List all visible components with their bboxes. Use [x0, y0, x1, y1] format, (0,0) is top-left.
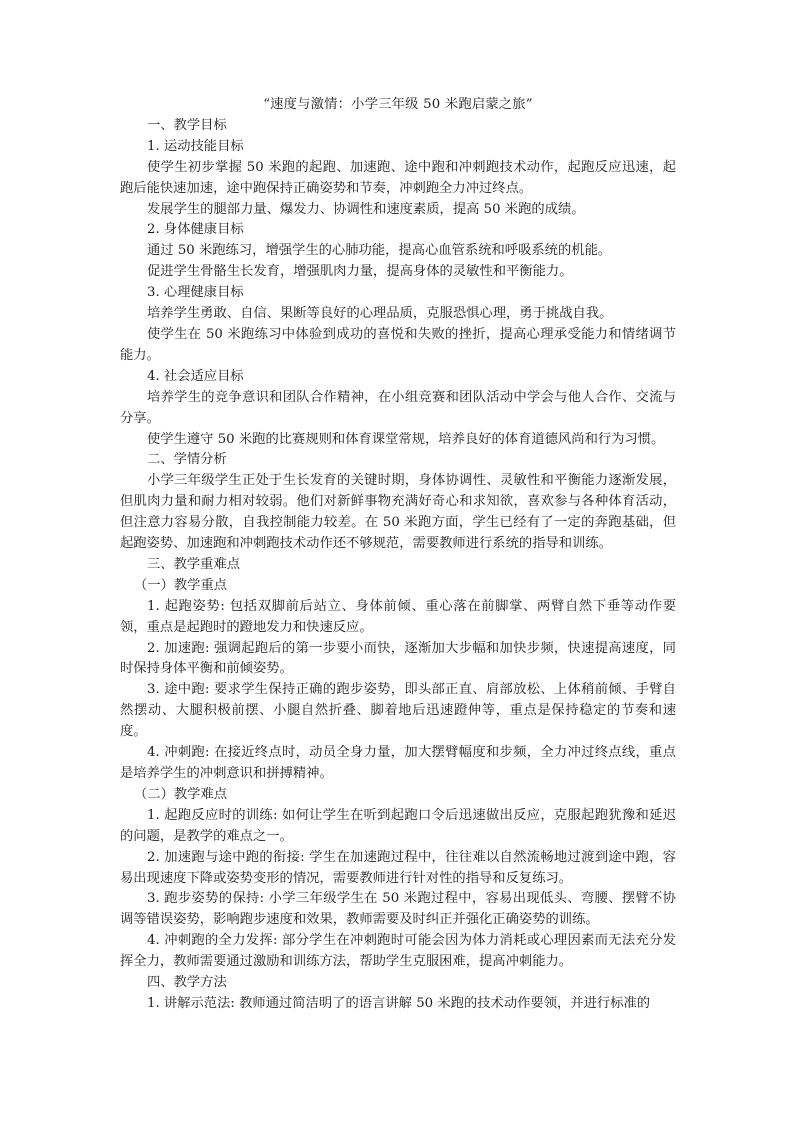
list-item — [120, 848, 676, 890]
subsection-heading: 4. 社会适应目标 — [147, 368, 244, 384]
item-lead: 1. 讲解示范法: — [147, 995, 235, 1011]
item-text: 在接近终点时，动员全身力量，加大摆臂幅度和步频，全力冲过终点线，重点是培养学生的冲刺意识和拼搏精神。 — [120, 745, 676, 781]
subsection-heading: 2. 身体健康目标 — [147, 222, 244, 238]
section-heading: 一、教学目标 — [147, 117, 227, 133]
list-item — [120, 743, 676, 785]
list-item — [120, 680, 676, 743]
section-heading: 三、教学重难点 — [147, 556, 241, 572]
list-item — [120, 931, 676, 973]
subsection-heading: 3. 心理健康目标 — [147, 285, 244, 301]
item-text: 小学三年级学生在 50 米跑过程中，容易出现低头、弯腰、摆臂不协调等错误姿势，影响跑步速度和效果，教师需要及时纠正并强化正确姿势的训练。 — [120, 891, 676, 928]
paragraph: 使学生遵守 50 米跑的比赛规则和体育课堂常规，培养良好的体育道德风尚和行为习惯。 — [147, 431, 665, 447]
item-lead: 2. 加速跑与途中跑的衔接: — [147, 849, 305, 865]
paragraph: 通过 50 米跑练习，增强学生的心肺功能，提高心血管系统和呼吸系统的机能。 — [147, 243, 612, 259]
item-lead: 4. 冲刺跑的全力发挥: — [147, 933, 278, 949]
item-text: 教师通过简洁明了的语言讲解 50 米跑的技术动作要领，并进行标准的 — [234, 995, 651, 1011]
item-lead: 3. 途中跑: — [147, 682, 210, 698]
paragraph: 使学生在 50 米跑练习中体验到成功的喜悦和失败的挫折，提高心理承受能力和情绪调节能力。 — [120, 326, 676, 363]
item-lead: 1. 起跑反应时的训练: — [147, 807, 278, 823]
item-text: 学生在加速跑过程中，往往难以自然流畅地过渡到途中跑，容易出现速度下降或姿势变形的情况，需要教师进行针对性的指导和反复练习。 — [120, 849, 676, 886]
subsection-heading: （一）教学重点 — [134, 577, 228, 593]
item-text: 包括双脚前后站立、身体前倾、重心落在前脚掌、两臂自然下垂等动作要领，重点是起跑时的蹬地发力和快速反应。 — [120, 598, 676, 635]
document-title: “速度与激情：小学三年级 50 米跑启蒙之旅” — [263, 97, 533, 112]
item-lead: 2. 加速跑: — [147, 640, 210, 656]
list-item — [120, 639, 676, 681]
list-item — [120, 806, 676, 848]
paragraph: 小学三年级学生正处于生长发育的关键时期，身体协调性、灵敏性和平衡能力逐渐发展，但肌肉力量和耐力相对较弱。他们对新鲜事物充满好奇心和求知欲，喜欢参与各种体育活动，但注意力容易分散，自我控制能力较差。在 50 米跑方面，学生已经有了一定的奔跑基础，但起跑姿势、加速跑和冲刺跑技术动作还不够规范，需要教师进行系统的指导和训练。 — [120, 473, 676, 552]
paragraph: 培养学生的竞争意识和团队合作精神，在小组竞赛和团队活动中学会与他人合作、交流与分享。 — [120, 389, 676, 426]
subsection-heading: 1. 运动技能目标 — [147, 138, 244, 154]
item-lead: 1. 起跑姿势: — [147, 598, 225, 614]
item-text: 强调起跑后的第一步要小而快，逐渐加大步幅和加快步频，快速提高速度，同时保持身体平衡和前倾姿势。 — [120, 640, 676, 677]
subsection-heading: （二）教学难点 — [134, 786, 228, 802]
paragraph: 使学生初步掌握 50 米跑的起跑、加速跑、途中跑和冲刺跑技术动作，起跑反应迅速，起跑后能快速加速，途中跑保持正确姿势和节奏，冲刺跑全力冲过终点。 — [120, 159, 676, 196]
item-lead: 3. 跑步姿势的保持: — [147, 891, 265, 907]
section-heading: 四、教学方法 — [147, 975, 227, 991]
paragraph: 培养学生勇敢、自信、果断等良好的心理品质，克服恐惧心理，勇于挑战自我。 — [147, 306, 613, 322]
document-body — [120, 95, 676, 1015]
list-item — [120, 889, 676, 931]
item-text: 要求学生保持正确的跑步姿势，即头部正直、肩部放松、上体稍前倾、手臂自然摆动、大腿积极前摆、小腿自然折叠、脚着地后迅速蹬伸等，重点是保持稳定的节奏和速度。 — [120, 682, 676, 740]
list-item — [120, 597, 676, 639]
list-item — [120, 994, 676, 1015]
item-lead: 4. 冲刺跑: — [147, 745, 210, 761]
paragraph: 促进学生骨骼生长发育，增强肌肉力量，提高身体的灵敏性和平衡能力。 — [147, 264, 573, 280]
item-text: 部分学生在冲刺跑时可能会因为体力消耗或心理因素而无法充分发挥全力，教师需要通过激励和训练方法，帮助学生克服困难，提高冲刺能力。 — [120, 933, 676, 970]
paragraph: 发展学生的腿部力量、爆发力、协调性和速度素质，提高 50 米跑的成绩。 — [147, 201, 585, 217]
item-text: 如何让学生在听到起跑口令后迅速做出反应，克服起跑犹豫和延迟的问题，是教学的难点之一。 — [120, 807, 676, 844]
section-heading: 二、学情分析 — [147, 452, 227, 468]
